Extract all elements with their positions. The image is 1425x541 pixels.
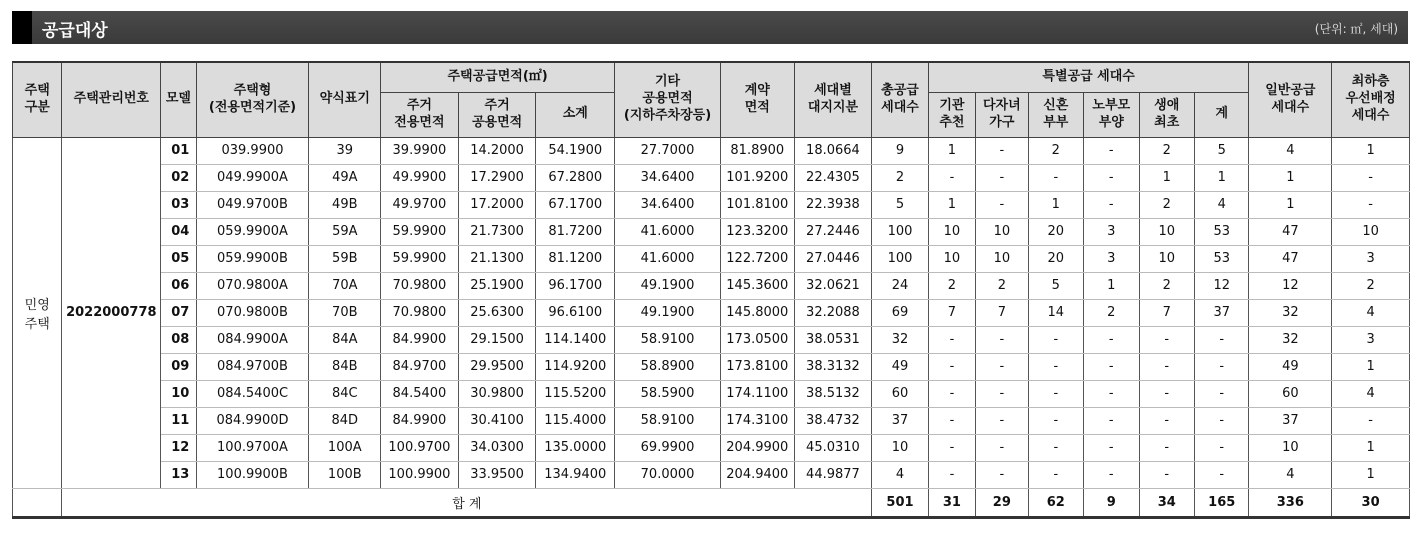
model-cell: 08 [161, 326, 196, 353]
table-cell: 135.0000 [536, 434, 615, 461]
table-cell: - [1084, 434, 1139, 461]
table-cell: 100 [872, 218, 928, 245]
table-cell: 145.3600 [720, 272, 794, 299]
table-cell: 47 [1249, 245, 1332, 272]
model-cell: 06 [161, 272, 196, 299]
table-cell: 21.1300 [458, 245, 536, 272]
table-cell: 1 [1332, 434, 1410, 461]
table-cell: - [1139, 326, 1194, 353]
table-cell: 18.0664 [794, 137, 872, 164]
table-cell: 5 [1028, 272, 1083, 299]
table-cell: 44.9877 [794, 461, 872, 488]
header-house-type: 주택형 (전용면적기준) [196, 62, 309, 137]
table-cell: - [1028, 326, 1083, 353]
table-cell: 134.9400 [536, 461, 615, 488]
table-cell: - [1084, 380, 1139, 407]
table-cell: 173.8100 [720, 353, 794, 380]
table-cell: - [928, 407, 975, 434]
title-accent-block [12, 11, 32, 44]
table-cell: 29.1500 [458, 326, 536, 353]
table-cell: 70B [309, 299, 381, 326]
table-cell: 58.9100 [615, 407, 721, 434]
table-cell: 10 [1249, 434, 1332, 461]
table-cell: 4 [1332, 380, 1410, 407]
table-cell: 58.9100 [615, 326, 721, 353]
table-cell: - [1194, 326, 1249, 353]
table-cell: 38.4732 [794, 407, 872, 434]
table-cell: - [1028, 461, 1083, 488]
table-cell: 84B [309, 353, 381, 380]
table-cell: 2 [1332, 272, 1410, 299]
table-cell: 70.9800 [381, 299, 459, 326]
header-exclusive-area: 주거 전용면적 [381, 92, 459, 137]
table-cell: 69 [872, 299, 928, 326]
unit-note: (단위: ㎡, 세대) [1314, 22, 1398, 36]
model-cell: 05 [161, 245, 196, 272]
total-empty-cell [13, 488, 62, 517]
table-cell: 100.9900B [196, 461, 309, 488]
table-cell: 34.6400 [615, 164, 721, 191]
table-row [13, 326, 1410, 353]
table-cell: 4 [1332, 299, 1410, 326]
table-cell: 4 [1249, 137, 1332, 164]
table-cell: 10 [928, 245, 975, 272]
table-cell: - [1084, 137, 1139, 164]
table-cell: - [976, 461, 1028, 488]
header-special-supply-group: 특별공급 세대수 [928, 62, 1249, 92]
table-cell: 4 [1194, 191, 1249, 218]
table-cell: 14 [1028, 299, 1083, 326]
table-cell: - [1084, 164, 1139, 191]
table-cell: 34.6400 [615, 191, 721, 218]
table-row [13, 461, 1410, 488]
header-mgmt-number: 주택관리번호 [62, 62, 161, 137]
table-cell: - [976, 164, 1028, 191]
header-special-total: 계 [1194, 92, 1249, 137]
total-value-cell: 501 [872, 488, 928, 517]
table-cell: - [1084, 461, 1139, 488]
table-cell: - [1194, 353, 1249, 380]
table-cell: - [1139, 461, 1194, 488]
table-cell: - [1028, 407, 1083, 434]
table-cell: 70.0000 [615, 461, 721, 488]
table-cell: 49.9900 [381, 164, 459, 191]
table-cell: 17.2000 [458, 191, 536, 218]
table-cell: 2 [872, 164, 928, 191]
table-cell: 1 [928, 137, 975, 164]
table-cell: 96.6100 [536, 299, 615, 326]
table-cell: - [928, 326, 975, 353]
table-cell: 32.2088 [794, 299, 872, 326]
table-cell: 084.9900A [196, 326, 309, 353]
table-cell: 60 [1249, 380, 1332, 407]
table-row [13, 137, 1410, 164]
table-cell: 1 [1249, 164, 1332, 191]
header-housing-type: 주택 구분 [13, 62, 62, 137]
table-cell: - [1139, 407, 1194, 434]
table-cell: 70.9800 [381, 272, 459, 299]
table-cell: - [1332, 191, 1410, 218]
table-cell: 53 [1194, 245, 1249, 272]
table-cell: - [1139, 380, 1194, 407]
table-cell: 4 [1249, 461, 1332, 488]
model-cell: 09 [161, 353, 196, 380]
table-row [13, 407, 1410, 434]
table-cell: 2 [1139, 137, 1194, 164]
table-cell: 5 [1194, 137, 1249, 164]
table-cell: 70A [309, 272, 381, 299]
table-cell: 3 [1332, 326, 1410, 353]
table-cell: - [976, 434, 1028, 461]
table-cell: 049.9900A [196, 164, 309, 191]
table-cell: 34.0300 [458, 434, 536, 461]
table-cell: 7 [976, 299, 1028, 326]
table-cell: - [976, 137, 1028, 164]
model-cell: 04 [161, 218, 196, 245]
header-land-share: 세대별 대지지분 [794, 62, 872, 137]
table-cell: 67.1700 [536, 191, 615, 218]
table-cell: 3 [1084, 218, 1139, 245]
table-cell: 1 [928, 191, 975, 218]
table-cell: 12 [1194, 272, 1249, 299]
table-cell: 81.8900 [720, 137, 794, 164]
table-cell: - [1194, 380, 1249, 407]
table-cell: - [1194, 461, 1249, 488]
table-cell: 32 [1249, 299, 1332, 326]
table-cell: 53 [1194, 218, 1249, 245]
table-cell: 29.9500 [458, 353, 536, 380]
table-cell: - [1084, 407, 1139, 434]
table-cell: - [1139, 434, 1194, 461]
table-cell: 49 [872, 353, 928, 380]
table-cell: 25.1900 [458, 272, 536, 299]
table-cell: 10 [872, 434, 928, 461]
table-cell: - [1139, 353, 1194, 380]
table-cell: - [928, 380, 975, 407]
table-cell: 49B [309, 191, 381, 218]
table-cell: - [928, 353, 975, 380]
table-cell: 174.1100 [720, 380, 794, 407]
table-cell: 47 [1249, 218, 1332, 245]
table-cell: 54.1900 [536, 137, 615, 164]
table-cell: 84D [309, 407, 381, 434]
table-cell: 204.9400 [720, 461, 794, 488]
header-elderly-parent: 노부모 부양 [1084, 92, 1139, 137]
table-cell: 123.3200 [720, 218, 794, 245]
header-general-supply: 일반공급 세대수 [1249, 62, 1332, 137]
table-cell: 115.5200 [536, 380, 615, 407]
table-cell: - [928, 434, 975, 461]
table-cell: 084.9900D [196, 407, 309, 434]
table-cell: - [1084, 326, 1139, 353]
table-cell: 38.5132 [794, 380, 872, 407]
table-cell: - [1028, 164, 1083, 191]
table-cell: 38.0531 [794, 326, 872, 353]
table-cell: 21.7300 [458, 218, 536, 245]
header-other-common-area: 기타 공용면적 (지하주차장등) [615, 62, 721, 137]
table-cell: 20 [1028, 245, 1083, 272]
table-cell: 084.9700B [196, 353, 309, 380]
table-cell: 114.1400 [536, 326, 615, 353]
table-row [13, 353, 1410, 380]
mgmt-number-cell: 2022000778 [62, 137, 161, 488]
table-cell: - [976, 191, 1028, 218]
table-cell: 25.6300 [458, 299, 536, 326]
total-value-cell: 9 [1084, 488, 1139, 517]
table-cell: 24 [872, 272, 928, 299]
table-cell: 7 [928, 299, 975, 326]
table-cell: 1 [1249, 191, 1332, 218]
table-cell: - [1194, 434, 1249, 461]
table-cell: 1 [1194, 164, 1249, 191]
table-row [13, 299, 1410, 326]
table-cell: 38.3132 [794, 353, 872, 380]
table-row [13, 191, 1410, 218]
table-cell: 070.9800A [196, 272, 309, 299]
table-cell: 58.8900 [615, 353, 721, 380]
table-cell: 1 [1028, 191, 1083, 218]
table-cell: 039.9900 [196, 137, 309, 164]
model-cell: 01 [161, 137, 196, 164]
table-cell: 27.7000 [615, 137, 721, 164]
table-cell: - [976, 353, 1028, 380]
table-cell: 3 [1084, 245, 1139, 272]
table-cell: 101.9200 [720, 164, 794, 191]
table-cell: 084.5400C [196, 380, 309, 407]
table-cell: 14.2000 [458, 137, 536, 164]
table-cell: 10 [1139, 245, 1194, 272]
table-cell: 1 [1332, 461, 1410, 488]
table-cell: 3 [1332, 245, 1410, 272]
header-first-time: 생애 최초 [1139, 92, 1194, 137]
table-cell: - [1028, 434, 1083, 461]
table-cell: 32.0621 [794, 272, 872, 299]
table-cell: 2 [1028, 137, 1083, 164]
section-title-bar [12, 11, 1408, 44]
table-cell: 5 [872, 191, 928, 218]
table-cell: 84.9700 [381, 353, 459, 380]
table-cell: 100B [309, 461, 381, 488]
table-cell: 145.8000 [720, 299, 794, 326]
table-cell: 204.9900 [720, 434, 794, 461]
table-row [13, 218, 1410, 245]
model-cell: 03 [161, 191, 196, 218]
table-cell: 33.9500 [458, 461, 536, 488]
table-cell: 9 [872, 137, 928, 164]
table-cell: 20 [1028, 218, 1083, 245]
table-body [13, 137, 1410, 517]
table-cell: - [1084, 353, 1139, 380]
table-cell: 12 [1249, 272, 1332, 299]
table-cell: 1 [1139, 164, 1194, 191]
header-multi-child: 다자녀 가구 [976, 92, 1028, 137]
header-lowest-floor: 최하층 우선배정 세대수 [1332, 62, 1410, 137]
header-subtotal: 소계 [536, 92, 615, 137]
total-label: 합 계 [62, 488, 872, 517]
table-cell: 37 [1249, 407, 1332, 434]
table-row [13, 434, 1410, 461]
table-cell: 1 [1332, 353, 1410, 380]
table-cell: 1 [1332, 137, 1410, 164]
table-cell: 10 [976, 245, 1028, 272]
table-cell: 100.9700A [196, 434, 309, 461]
table-cell: 30.4100 [458, 407, 536, 434]
table-cell: 49 [1249, 353, 1332, 380]
table-row [13, 380, 1410, 407]
table-cell: 100 [872, 245, 928, 272]
table-cell: 32 [1249, 326, 1332, 353]
table-cell: 174.3100 [720, 407, 794, 434]
table-cell: - [1332, 407, 1410, 434]
table-cell: 59A [309, 218, 381, 245]
table-cell: 39.9900 [381, 137, 459, 164]
table-cell: 59.9900 [381, 245, 459, 272]
total-value-cell: 336 [1249, 488, 1332, 517]
table-cell: 37 [872, 407, 928, 434]
table-cell: 27.0446 [794, 245, 872, 272]
table-cell: 84.5400 [381, 380, 459, 407]
table-cell: - [1028, 380, 1083, 407]
table-cell: - [976, 380, 1028, 407]
table-cell: 59.9900 [381, 218, 459, 245]
section-title: 공급대상 [42, 21, 108, 41]
table-cell: - [1084, 191, 1139, 218]
table-cell: 114.9200 [536, 353, 615, 380]
header-contract-area: 계약 면적 [720, 62, 794, 137]
table-cell: 4 [872, 461, 928, 488]
table-cell: 059.9900A [196, 218, 309, 245]
table-cell: 41.6000 [615, 218, 721, 245]
table-cell: - [928, 461, 975, 488]
table-cell: 22.4305 [794, 164, 872, 191]
table-cell: 17.2900 [458, 164, 536, 191]
total-value-cell: 29 [976, 488, 1028, 517]
table-cell: 7 [1139, 299, 1194, 326]
total-value-cell: 31 [928, 488, 975, 517]
table-cell: - [976, 407, 1028, 434]
housing-category-cell: 민영 주택 [13, 137, 62, 488]
table-cell: - [976, 326, 1028, 353]
table-cell: 122.7200 [720, 245, 794, 272]
table-cell: 100.9700 [381, 434, 459, 461]
table-cell: 2 [1139, 272, 1194, 299]
header-newlywed: 신혼 부부 [1028, 92, 1083, 137]
table-cell: 2 [1139, 191, 1194, 218]
table-cell: 2 [928, 272, 975, 299]
total-value-cell: 62 [1028, 488, 1083, 517]
table-cell: 96.1700 [536, 272, 615, 299]
table-cell: 049.9700B [196, 191, 309, 218]
total-value-cell: 30 [1332, 488, 1410, 517]
table-cell: 100.9900 [381, 461, 459, 488]
table-cell: 49.1900 [615, 299, 721, 326]
table-cell: 2 [1084, 299, 1139, 326]
table-cell: 69.9900 [615, 434, 721, 461]
table-cell: 84C [309, 380, 381, 407]
table-cell: 58.5900 [615, 380, 721, 407]
table-cell: 22.3938 [794, 191, 872, 218]
header-model: 모델 [161, 62, 196, 137]
table-cell: 27.2446 [794, 218, 872, 245]
model-cell: 10 [161, 380, 196, 407]
table-cell: 37 [1194, 299, 1249, 326]
table-cell: 10 [928, 218, 975, 245]
table-row [13, 272, 1410, 299]
table-cell: 115.4000 [536, 407, 615, 434]
table-cell: 81.1200 [536, 245, 615, 272]
model-cell: 13 [161, 461, 196, 488]
model-cell: 11 [161, 407, 196, 434]
header-common-area: 주거 공용면적 [458, 92, 536, 137]
table-cell: 32 [872, 326, 928, 353]
table-cell: 45.0310 [794, 434, 872, 461]
table-cell: 173.0500 [720, 326, 794, 353]
table-cell: 84A [309, 326, 381, 353]
header-total-supply: 총공급 세대수 [872, 62, 928, 137]
table-cell: 49A [309, 164, 381, 191]
table-cell: - [1028, 353, 1083, 380]
table-cell: 49.9700 [381, 191, 459, 218]
table-cell: 39 [309, 137, 381, 164]
table-row [13, 245, 1410, 272]
table-cell: 10 [1139, 218, 1194, 245]
table-cell: - [1194, 407, 1249, 434]
header-institution: 기관 추천 [928, 92, 975, 137]
table-cell: 84.9900 [381, 326, 459, 353]
model-cell: 02 [161, 164, 196, 191]
table-cell: 070.9800B [196, 299, 309, 326]
table-cell: 30.9800 [458, 380, 536, 407]
table-cell: - [928, 164, 975, 191]
table-cell: 67.2800 [536, 164, 615, 191]
table-cell: 59B [309, 245, 381, 272]
table-cell: - [1332, 164, 1410, 191]
table-cell: 059.9900B [196, 245, 309, 272]
header-abbreviation: 약식표기 [309, 62, 381, 137]
total-value-cell: 165 [1194, 488, 1249, 517]
table-cell: 10 [1332, 218, 1410, 245]
table-cell: 2 [976, 272, 1028, 299]
total-value-cell: 34 [1139, 488, 1194, 517]
table-row [13, 164, 1410, 191]
table-cell: 10 [976, 218, 1028, 245]
table-cell: 84.9900 [381, 407, 459, 434]
table-cell: 101.8100 [720, 191, 794, 218]
table-cell: 49.1900 [615, 272, 721, 299]
table-cell: 100A [309, 434, 381, 461]
header-supply-area-group: 주택공급면적(㎡) [381, 62, 615, 92]
total-row [13, 488, 1410, 517]
supply-target-table [12, 61, 1410, 519]
table-cell: 41.6000 [615, 245, 721, 272]
table-cell: 60 [872, 380, 928, 407]
model-cell: 07 [161, 299, 196, 326]
table-cell: 1 [1084, 272, 1139, 299]
table-cell: 81.7200 [536, 218, 615, 245]
model-cell: 12 [161, 434, 196, 461]
